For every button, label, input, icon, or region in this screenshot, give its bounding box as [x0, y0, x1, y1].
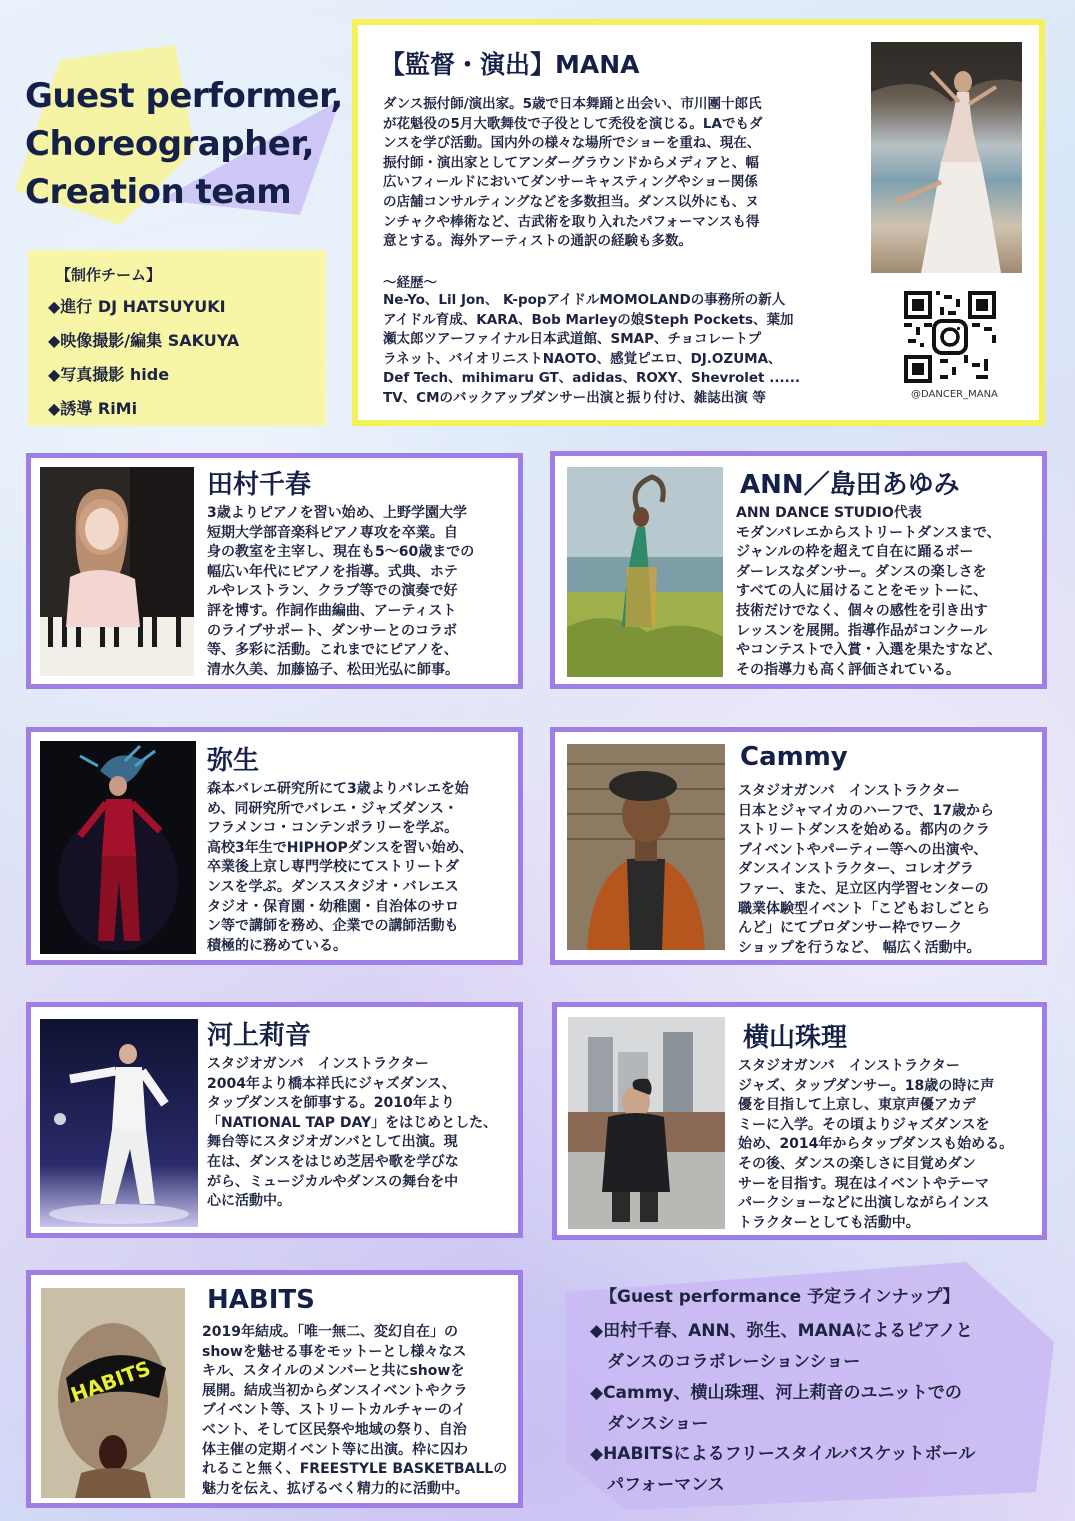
team-item: ◆映像撮影/編集 SAKUYA [48, 331, 240, 350]
performer-bio [736, 504, 1046, 680]
bio-line: スタジオガンバ インストラクター [738, 1058, 960, 1074]
career-line: 瀬太郎ツアーファイナル日本武道館、SMAP、チョコレートプ [383, 331, 762, 348]
bio-line: ン等で講師を務め、企業での講師活動も [207, 918, 459, 935]
bio-line: タップダンスを師事する。2010年より [207, 1095, 455, 1112]
bio-line: 職業体験型イベント「こどもおしごとら [738, 900, 990, 917]
director-bio [383, 95, 853, 252]
performer-card [550, 451, 1047, 689]
bio-line: タジオ・保育園・幼稚園・自治体のサロ [207, 898, 459, 915]
instagram-handle: @DANCER_MANA [911, 389, 998, 400]
bio-line: ンスを学ぶ。ダンススタジオ・バレエス [207, 878, 459, 895]
bio-line: ミーに入学。その頃よりジャズダンスを [738, 1116, 990, 1133]
performer-photo [568, 1017, 725, 1229]
performer-photo [40, 467, 194, 676]
bio-line: 日本とジャマイカのハーフで、17歳から [738, 802, 994, 819]
bio-line: ANN DANCE STUDIO代表 [736, 505, 922, 521]
bio-line: ベント、そして区民祭や地域の祭り、自治 [202, 1421, 467, 1438]
bio-line: その指導力も高く評価されている。 [736, 661, 960, 678]
bio-line: 等、多彩に活動。これまでにピアノを、 [207, 642, 458, 659]
lineup-line: ◆HABITSによるフリースタイルバスケットボール [590, 1444, 976, 1464]
bio-line: フラメンコ・コンテンポラリーを学ぶ。 [207, 820, 459, 837]
bio-line: ジャズ、タップダンサー。18歳の時に声 [738, 1077, 995, 1094]
performer-bio [738, 782, 1043, 958]
bio-line: ブイベント等、ストリートカルチャーのイ [202, 1402, 466, 1419]
bio-line: 2004年より橋本祥氏にジャズダンス、 [207, 1075, 456, 1092]
bio-line: 魅力を伝え、拡げるべく精力的に活動中。 [202, 1480, 469, 1497]
bio-line: 「NATIONAL TAP DAY」をはじめとした、 [207, 1114, 498, 1131]
bio-line: やコンテストで入賞・入選を果たすなど、 [736, 642, 1002, 659]
bio-line: 体主催の定期イベント等に出演。枠に囚わ [202, 1441, 468, 1458]
performer-name: Cammy [740, 742, 848, 772]
bio-line: 森本バレエ研究所にて3歳よりバレエを始 [207, 781, 469, 797]
bio-line: ファー、また、足立区内学習センターの [738, 880, 989, 897]
performer-bio [207, 780, 517, 956]
career-line: アイドル育成、KARA、Bob Marleyの娘Steph Pockets、葉加 [383, 311, 794, 328]
lineup-line: ◆Cammy、横山珠理、河上莉音のユニットでの [590, 1383, 962, 1403]
performer-name: 河上莉音 [207, 1021, 312, 1051]
page-title [25, 72, 355, 216]
bio-line: 2019年結成。「唯一無二、変幻自在」の [202, 1324, 458, 1340]
bio-line: ブイベントやパーティー等への出演や、 [738, 841, 988, 858]
performer-name: 横山珠理 [743, 1023, 848, 1053]
team-item: ◆進行 DJ HATSUYUKI [48, 297, 226, 316]
career-line: Ne-Yo、Lil Jon、 K-popアイドルMOMOLANDの事務所の新人 [383, 292, 786, 308]
bio-line: 意とする。海外アーティストの通訳の経験も多数。 [383, 233, 693, 250]
performer-photo [40, 741, 196, 954]
lineup-line: ダンスショー [590, 1414, 709, 1434]
lineup-line: ◆田村千春、ANN、弥生、MANAによるピアノと [590, 1321, 973, 1341]
bio-line: が花魁役の5月大歌舞伎で子役として禿役を演じる。LAでもダ [383, 115, 763, 132]
bio-line: め、同研究所でバレエ・ジャズダンス・ [207, 800, 458, 817]
bio-line: レッスンを展開。指導作品がコンクール [736, 622, 988, 639]
bio-line: のライブサポート、ダンサーとのコラボ [207, 622, 458, 639]
lineup-heading: 【Guest performance 予定ラインナップ】 [600, 1287, 960, 1307]
bio-line: ストリートダンスを始める。都内のクラ [738, 822, 990, 839]
team-item: ◆誘導 RiMi [48, 399, 138, 418]
bio-line: スタジオガンバ インストラクター [207, 1056, 429, 1072]
bio-line: がら、ミュージカルやダンスの舞台を中 [207, 1173, 459, 1190]
performer-name: 弥生 [207, 746, 260, 776]
career-line: Def Tech、mihimaru GT、adidas、ROXY、Shevrolet ...... [383, 370, 800, 387]
bio-line: 舞台等にスタジオガンバとして出演。現 [207, 1134, 458, 1151]
performer-card [552, 1002, 1047, 1240]
performer-name: 田村千春 [207, 470, 312, 500]
career-line: TV、CMのバックアップダンサー出演と振り付け、雑誌出演 等 [383, 389, 766, 406]
bio-line: 心に活動中。 [207, 1193, 291, 1210]
performer-name: HABITS [207, 1285, 315, 1315]
bio-line: パークショーなどに出演しながらインス [738, 1195, 990, 1212]
bio-line: キル、スタイルのメンバーと共にshowを [202, 1363, 465, 1380]
bio-line: ダーレスなダンサー。ダンスの楽しさを [736, 563, 987, 580]
bio-line: 短期大学部音楽科ピアノ専攻を卒業。自 [207, 524, 458, 541]
bio-line: ンスを学び活動。国内外の様々な場所でショーを重ね、現在、 [383, 135, 761, 152]
lineup-box [566, 1262, 1054, 1510]
bio-line: 展開。結成当初からダンスイベントやクラ [202, 1382, 468, 1399]
bio-line: 身の教室を主宰し、現在も5〜60歳までの [207, 544, 475, 561]
bio-line: トラクターとしても活動中。 [738, 1214, 920, 1231]
bio-line: 広いフィールドにおいてダンサーキャスティングやショー関係 [383, 174, 758, 191]
bio-line: ンチャクや棒術など、古武術を取り入れたパフォーマンスも得 [383, 213, 760, 230]
title-line: Creation team [25, 172, 292, 212]
lineup-line: パフォーマンス [590, 1475, 725, 1495]
bio-line: 積極的に務めている。 [207, 937, 347, 954]
director-title: 【監督・演出】MANA [380, 50, 640, 79]
performer-photo [40, 1019, 198, 1227]
performer-photo [41, 1288, 185, 1498]
career-heading: 〜経歴〜 [383, 275, 437, 291]
bio-line: れること無く、FREESTYLE BASKETBALLの [202, 1461, 508, 1478]
bio-line: ダンスインストラクター、コレオグラ [738, 861, 974, 878]
team-item: ◆写真撮影 hide [48, 365, 170, 384]
bio-line: 幅広い年代にピアノを指導。式典、ホテ [207, 563, 458, 580]
performer-card [550, 727, 1047, 965]
bio-line: 高校3年生でHIPHOPダンスを習い始め、 [207, 839, 473, 856]
svg-text:HABITS: HABITS [67, 1355, 154, 1407]
bio-line: 3歳よりピアノを習い始め、上野学園大学 [207, 505, 468, 521]
bio-line: 始め、2014年からタップダンスも始める。 [738, 1136, 1014, 1153]
performer-photo [567, 467, 723, 677]
title-line: Choreographer, [25, 124, 315, 164]
performer-bio [738, 1057, 1048, 1233]
bio-line: 卒業後上京し専門学校にてストリートダ [207, 859, 459, 876]
bio-line: の店舗コンサルティングなどを多数担当。ダンス以外にも、ヌ [383, 193, 759, 210]
bio-line: サーを目指す。現在はイベントやテーマ [738, 1175, 989, 1192]
bio-line: 在は、ダンスをはじめ芝居や歌を学びな [207, 1153, 459, 1170]
performer-card [26, 727, 523, 965]
bio-line: その後、ダンスの楽しさに目覚めダン [738, 1155, 976, 1172]
performer-bio [207, 504, 517, 680]
bio-line: んど」にてプロダンサー枠でワーク [738, 920, 963, 937]
bio-line: showを魅せる事をモットーとし様々なス [202, 1343, 467, 1360]
performer-bio [207, 1055, 519, 1212]
bio-line: ジャンルの枠を超えて自在に踊るボー [736, 544, 974, 561]
director-card [352, 19, 1045, 426]
performer-card [26, 1002, 523, 1238]
bio-line: 清水久美、加藤協子、松田光弘に師事。 [207, 661, 459, 678]
bio-line: モダンバレエからストリートダンスまで、 [736, 524, 1001, 541]
bio-line: ショップを行うなど、 幅広く活動中。 [738, 939, 981, 956]
bio-line: 優を目指して上京し、東京声優アカデ [738, 1097, 976, 1114]
qr-code[interactable] [904, 291, 996, 383]
bio-line: ダンス振付師/演出家。5歳で日本舞踊と出会い、市川團十郎氏 [383, 96, 762, 112]
performer-name: ANN／島田あゆみ [740, 470, 960, 500]
performer-bio [202, 1323, 520, 1499]
performer-photo [567, 744, 725, 950]
bio-line: すべての人に届けることをモットーに、 [736, 583, 988, 600]
bio-line: 振付師・演出家としてアンダーグラウンドからメディアと、幅 [383, 154, 759, 171]
performer-card [26, 453, 523, 689]
career-line: ラネット、バイオリニストNAOTO、感覚ピエロ、DJ.OZUMA、 [383, 350, 782, 367]
bio-line: ルやレストラン、クラブ等での演奏で好 [207, 583, 458, 600]
title-line: Guest performer, [25, 76, 343, 116]
lineup-line: ダンスのコラボレーションショー [590, 1352, 861, 1372]
bio-line: 技術だけでなく、個々の感性を引き出す [736, 602, 988, 619]
bio-line: スタジオガンバ インストラクター [738, 783, 960, 799]
bio-line: 評を博す。作詞作曲編曲、アーティスト [207, 602, 457, 619]
director-photo [871, 42, 1022, 273]
team-heading: 【制作チーム】 [56, 266, 162, 284]
career-list [383, 291, 858, 409]
production-team-box [28, 250, 326, 426]
performer-card [26, 1270, 523, 1508]
